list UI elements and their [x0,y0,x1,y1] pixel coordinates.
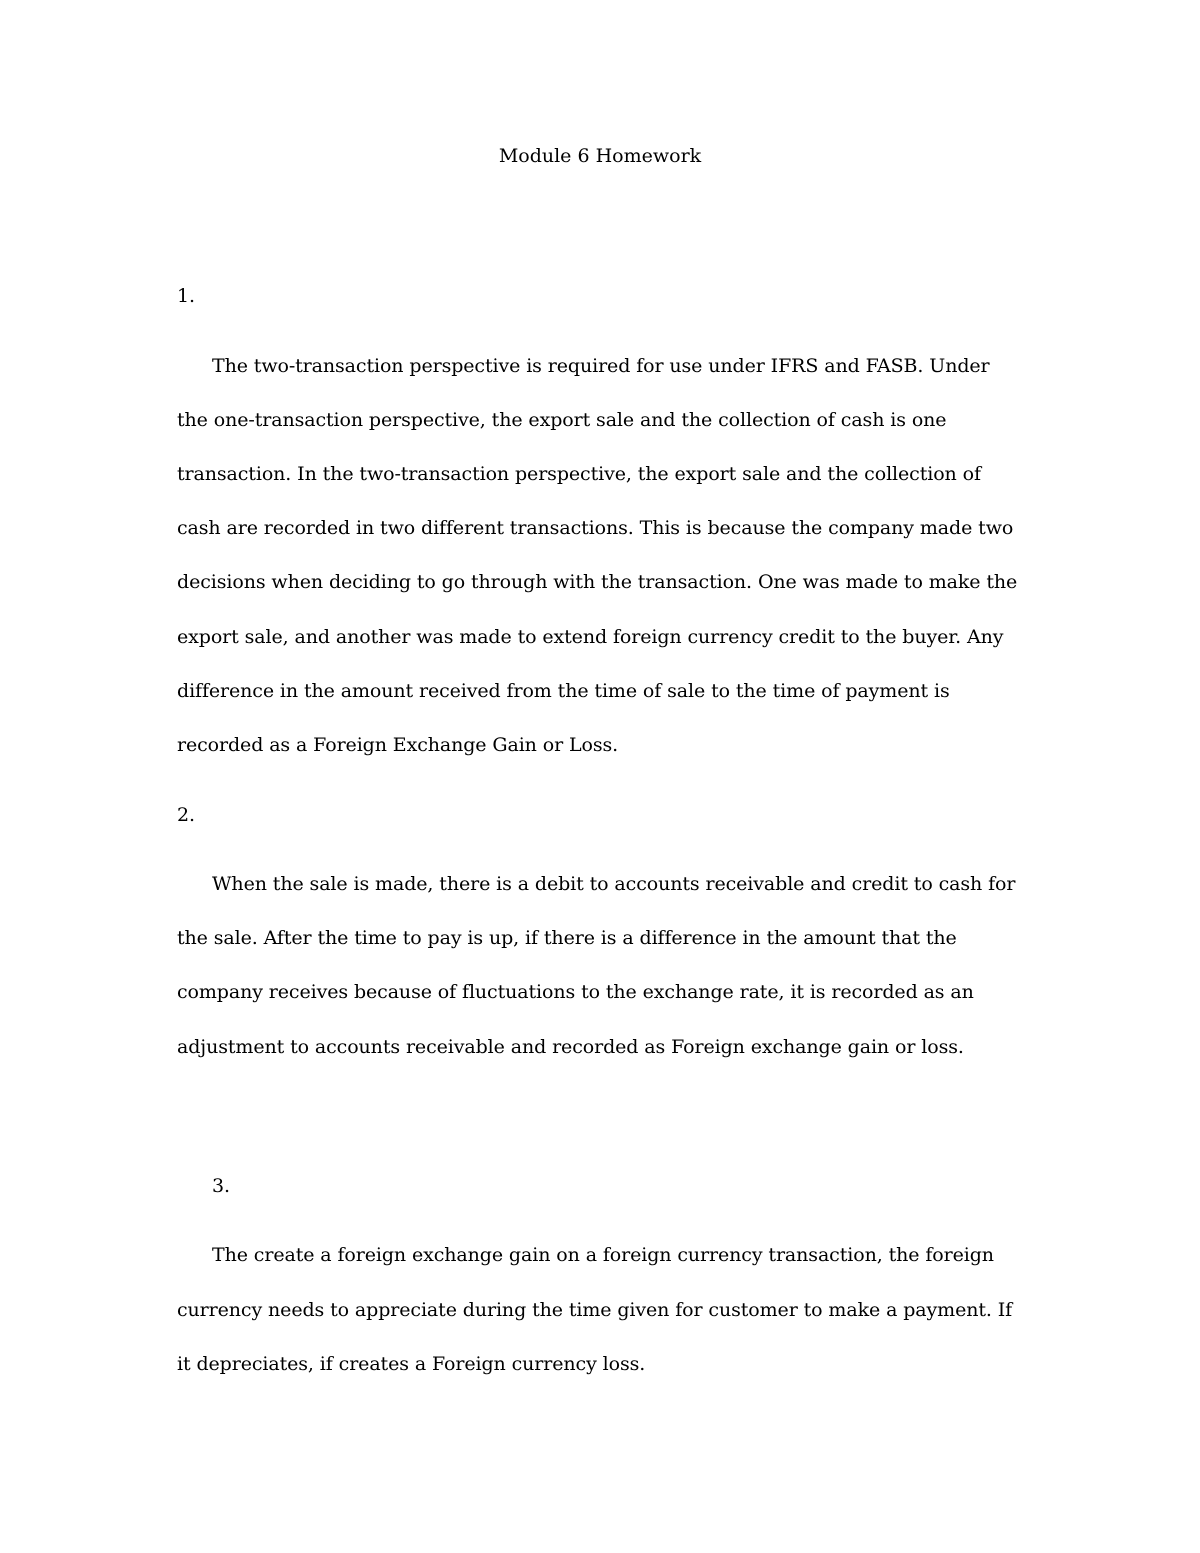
section-1-number: 1. [177,285,195,307]
section-1-line-3: transaction. In the two-transaction perspective, the export sale and the collection of [177,463,981,485]
section-2-line-1: When the sale is made, there is a debit to accounts receivable and credit to cash for [212,873,1016,895]
section-1-line-5: decisions when deciding to go through with the transaction. One was made to make the [177,571,1018,593]
section-3-line-2: currency needs to appreciate during the time given for customer to make a payment. If [177,1299,1013,1321]
section-2-line-4: adjustment to accounts receivable and recorded as Foreign exchange gain or loss. [177,1036,964,1058]
section-1-line-2: the one-transaction perspective, the export sale and the collection of cash is one [177,409,947,431]
section-1-line-6: export sale, and another was made to extend foreign currency credit to the buyer. Any [177,626,1004,648]
section-1-line-4: cash are recorded in two different transactions. This is because the company made two [177,517,1014,539]
section-1-line-7: difference in the amount received from the time of sale to the time of payment is [177,680,950,702]
section-3-line-3: it depreciates, if creates a Foreign currency loss. [177,1353,646,1375]
section-2-line-3: company receives because of fluctuations to the exchange rate, it is recorded as an [177,981,974,1003]
section-3-line-1: The create a foreign exchange gain on a foreign currency transaction, the foreign [212,1244,994,1266]
section-1-line-8: recorded as a Foreign Exchange Gain or Loss. [177,734,619,756]
section-2-number: 2. [177,804,195,826]
section-1-line-1: The two-transaction perspective is required for use under IFRS and FASB. Under [212,355,990,377]
section-2-line-2: the sale. After the time to pay is up, if there is a difference in the amount that the [177,927,957,949]
document-title: Module 6 Homework [498,145,702,167]
section-3-number: 3. [212,1175,230,1197]
